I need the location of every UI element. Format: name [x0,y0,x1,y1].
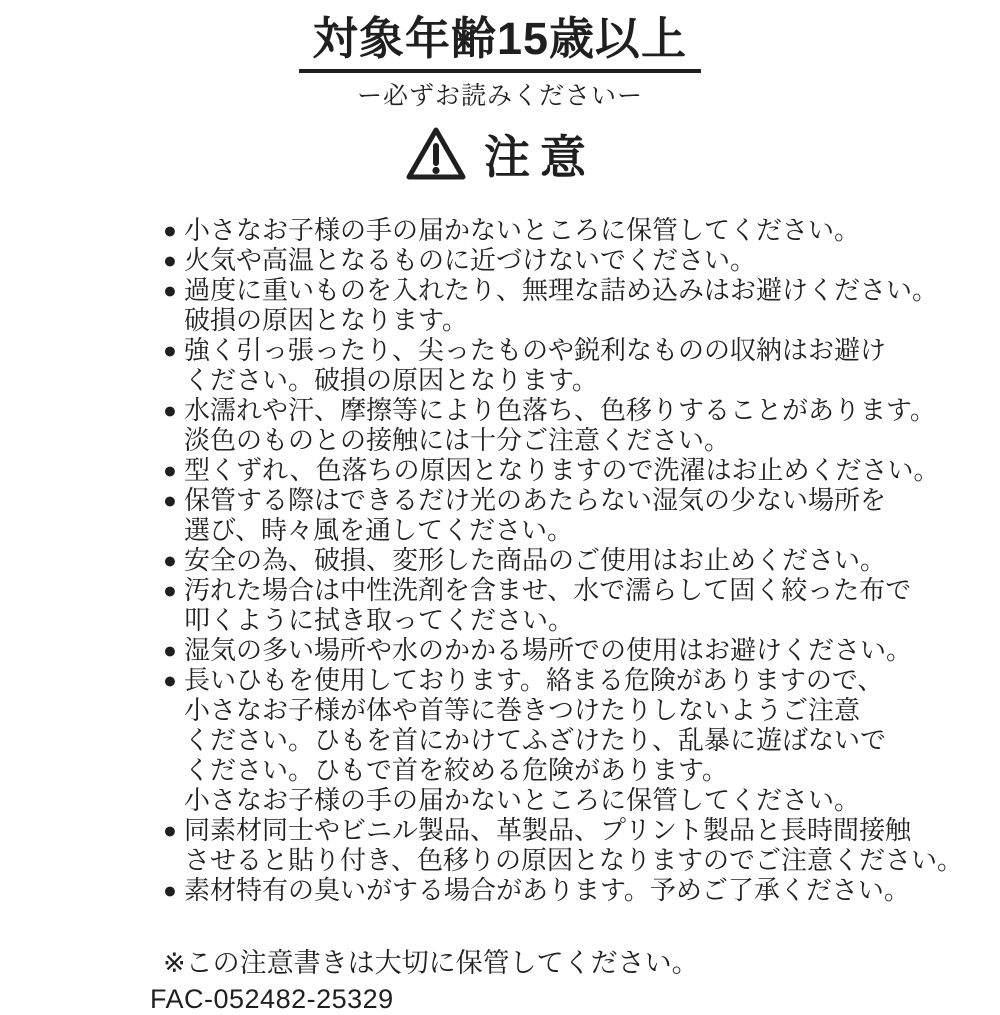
caution-item-text [184,334,887,395]
caution-line: 過度に重いものを入れたり、無理な詰め込みはお避けください。 [184,274,939,305]
caution-item-text [184,544,887,575]
bullet-icon: ● [163,636,177,663]
bullet-icon: ● [163,816,177,843]
caution-line: 汚れた場合は中性洗剤を含ませ、水で濡らして固く絞った布で [184,574,912,605]
caution-item [163,245,883,275]
caution-item [163,874,910,905]
bullet-icon: ● [163,396,177,423]
caution-line: 型くずれ、色落ちの原因となりますので洗濯はお止めください。 [184,454,940,485]
caution-item [163,274,939,335]
caution-item-text [184,274,939,335]
caution-line: ください。破損の原因となります。 [184,364,598,395]
caution-item [163,574,912,635]
caution-line: 淡色のものとの接触には十分ご注意ください。 [184,424,731,455]
caution-line: 水濡れや汗、摩擦等により色落ち、色移りすることがあります。 [184,394,936,425]
caution-line: 叩くように拭き取ってください。 [184,604,575,635]
keep-notice: ※この注意書きは大切に保管してください。 [163,947,699,978]
caution-line: 安全の為、破損、変形した商品のご使用はお止めください。 [184,544,887,575]
caution-line: 同素材同士やビニル製品、革製品、プリント製品と長時間接触 [184,814,911,845]
warning-triangle-icon [404,125,468,183]
caution-list [163,214,963,905]
caution-item [163,664,887,815]
bullet-icon: ● [163,336,177,363]
caution-item [163,215,883,245]
bullet-icon: ● [163,486,177,513]
caution-line: 選び、時々風を通してください。 [184,514,573,545]
doc-footer [150,947,1000,1015]
caution-line: させると貼り付き、色移りの原因となりますのでご注意ください。 [184,844,963,875]
caution-item [163,814,963,875]
bullet-icon: ● [163,666,177,693]
bullet-icon: ● [163,456,177,483]
warning-heading [0,121,1000,187]
caution-item-text [184,394,936,455]
bullet-icon: ● [163,546,177,573]
caution-line: 素材特有の臭いがする場合があります。予めご了承ください。 [184,874,910,905]
caution-item-text [184,245,883,275]
caution-item [163,334,887,395]
caution-line: 小さなお子様の手の届かないところに保管してください。 [184,784,861,815]
caution-item-text [184,874,910,905]
caution-line: 長いひもを使用しております。絡まる危険がありますので、 [184,664,884,695]
caution-item [163,484,887,545]
caution-item [163,634,913,665]
caution-line: 強く引っ張ったり、尖ったものや鋭利なものの収納はお避け [184,334,887,365]
caution-item-text [184,574,912,635]
caution-line: 小さなお子様が体や首等に巻きつけたりしないようご注意 [184,694,861,725]
caution-item [163,544,887,575]
caution-line: 火気や高温となるものに近づけないでください。 [184,244,757,275]
caution-item [163,454,940,485]
caution-line: 保管する際はできるだけ光のあたらない湿気の少ない場所を [184,484,887,515]
caution-item-text [184,664,887,815]
caution-line: 小さなお子様の手の届かないところに保管してください。 [184,214,861,245]
bullet-icon: ● [163,246,177,273]
caution-item-text [184,215,883,245]
page-title: 対象年齢15歳以上 [299,14,701,73]
caution-line: 破損の原因となります。 [184,304,468,335]
product-code: FAC-052482-25329 [150,983,394,1014]
bullet-icon: ● [163,576,177,603]
bullet-icon: ● [163,276,177,303]
caution-item-text [184,454,940,485]
caution-line: 湿気の多い場所や水のかかる場所での使用はお避けください。 [184,634,913,665]
warning-heading-label: 注意 [484,130,596,183]
subtitle: ー必ずお読みくださいー [356,81,643,110]
doc-header [0,0,1000,187]
caution-item-text [184,484,887,545]
caution-line: ください。ひもで首を絞める危険があります。 [184,754,728,785]
caution-item-text [184,634,913,665]
bullet-icon: ● [163,876,177,903]
caution-item [163,394,936,455]
bullet-icon: ● [163,216,177,243]
caution-line: ください。ひもを首にかけてふざけたり、乱暴に遊ばないで [184,724,887,755]
caution-item-text [184,814,963,875]
